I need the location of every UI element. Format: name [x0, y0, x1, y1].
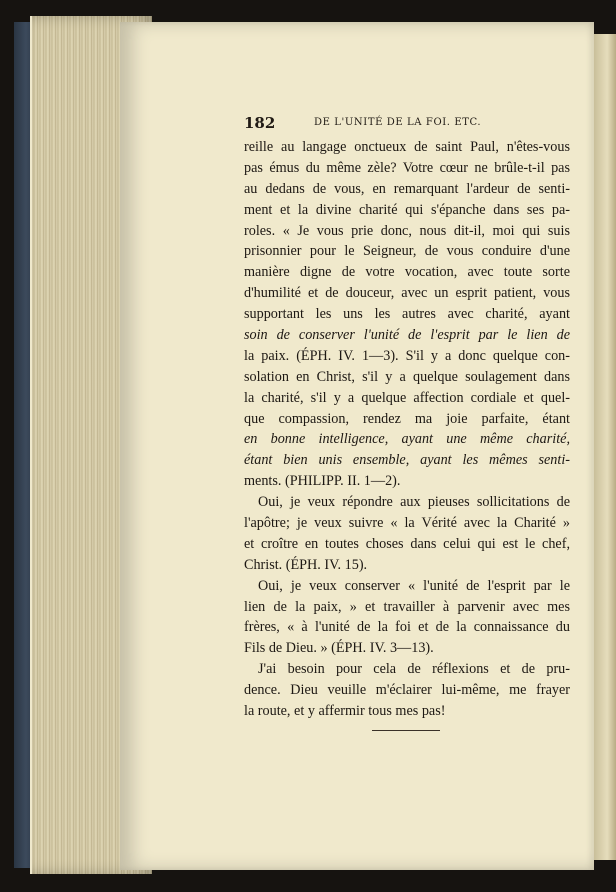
text-line: étant bien unis ensemble, ayant les mêmes senti-: [244, 452, 570, 469]
text-line: supportant les uns les autres avec charité, ayant: [244, 306, 570, 323]
text-line: l'apôtre; je veux suivre « la Vérité avec la Charité »: [244, 515, 570, 532]
text-line: et croître en toutes choses dans celui qui est le chef,: [244, 535, 570, 552]
page-header: [244, 114, 570, 136]
text-line: la paix. (ÉPH. IV. 1—3). S'il y a donc quelque con-: [244, 347, 570, 364]
text-line: dence. Dieu veuille m'éclairer lui-même, me frayer: [244, 682, 570, 699]
text-line: en bonne intelligence, ayant une même charité,: [244, 431, 570, 448]
text-line: Christ. (ÉPH. IV. 15).: [244, 556, 368, 573]
text-line: frères, « à l'unité de la foi et de la connaissance du: [244, 619, 570, 636]
text-line: pas émus du même zèle? Votre cœur ne brûle-t-il pas: [244, 159, 570, 176]
text-line: soin de conserver l'unité de l'esprit par le lien de: [244, 327, 570, 344]
text-line: lien de la paix, » et travailler à parvenir avec mes: [244, 598, 570, 615]
text-line: ments. (PHILIPP. II. 1—2).: [244, 473, 401, 490]
page-number: 182: [244, 114, 276, 132]
text-line: que compassion, rendez ma joie parfaite, étant: [244, 410, 570, 427]
text-line: Oui, je veux conserver « l'unité de l'esprit par le: [258, 577, 570, 594]
text-line: prisonnier pour le Seigneur, de vous conduire d'une: [244, 243, 570, 260]
text-line: reille au langage onctueux de saint Paul, n'êtes-vous: [244, 139, 570, 155]
end-rule: [372, 730, 440, 731]
text-line: la route, et y affermir tous mes pas!: [244, 703, 446, 720]
text-line: J'ai besoin pour cela de réflexions et de pru-: [258, 661, 570, 678]
text-line: solation en Christ, s'il y a quelque soulagement dans: [244, 368, 570, 385]
right-page-edge: [594, 34, 616, 860]
text-line: d'humilité et de douceur, avec un esprit patient, vous: [244, 285, 570, 302]
text-line: manière digne de votre vocation, avec toute sorte: [244, 264, 570, 281]
text-line: Oui, je veux répondre aux pieuses sollicitations de: [258, 494, 570, 511]
text-line: roles. « Je vous prie donc, nous dit-il, moi qui suis: [244, 222, 570, 239]
text-line: Fils de Dieu. » (ÉPH. IV. 3—13).: [244, 640, 434, 657]
body-text: [244, 137, 570, 722]
running-title: DE L'UNITÉ DE LA FOI. ETC.: [314, 117, 482, 128]
text-line: la charité, s'il y a quelque affection cordiale et quel-: [244, 389, 570, 406]
text-line: au dedans de vous, en remarquant l'ardeur de senti-: [244, 180, 570, 197]
text-line: ment et la divine charité qui s'épanche dans ses pa-: [244, 201, 570, 218]
